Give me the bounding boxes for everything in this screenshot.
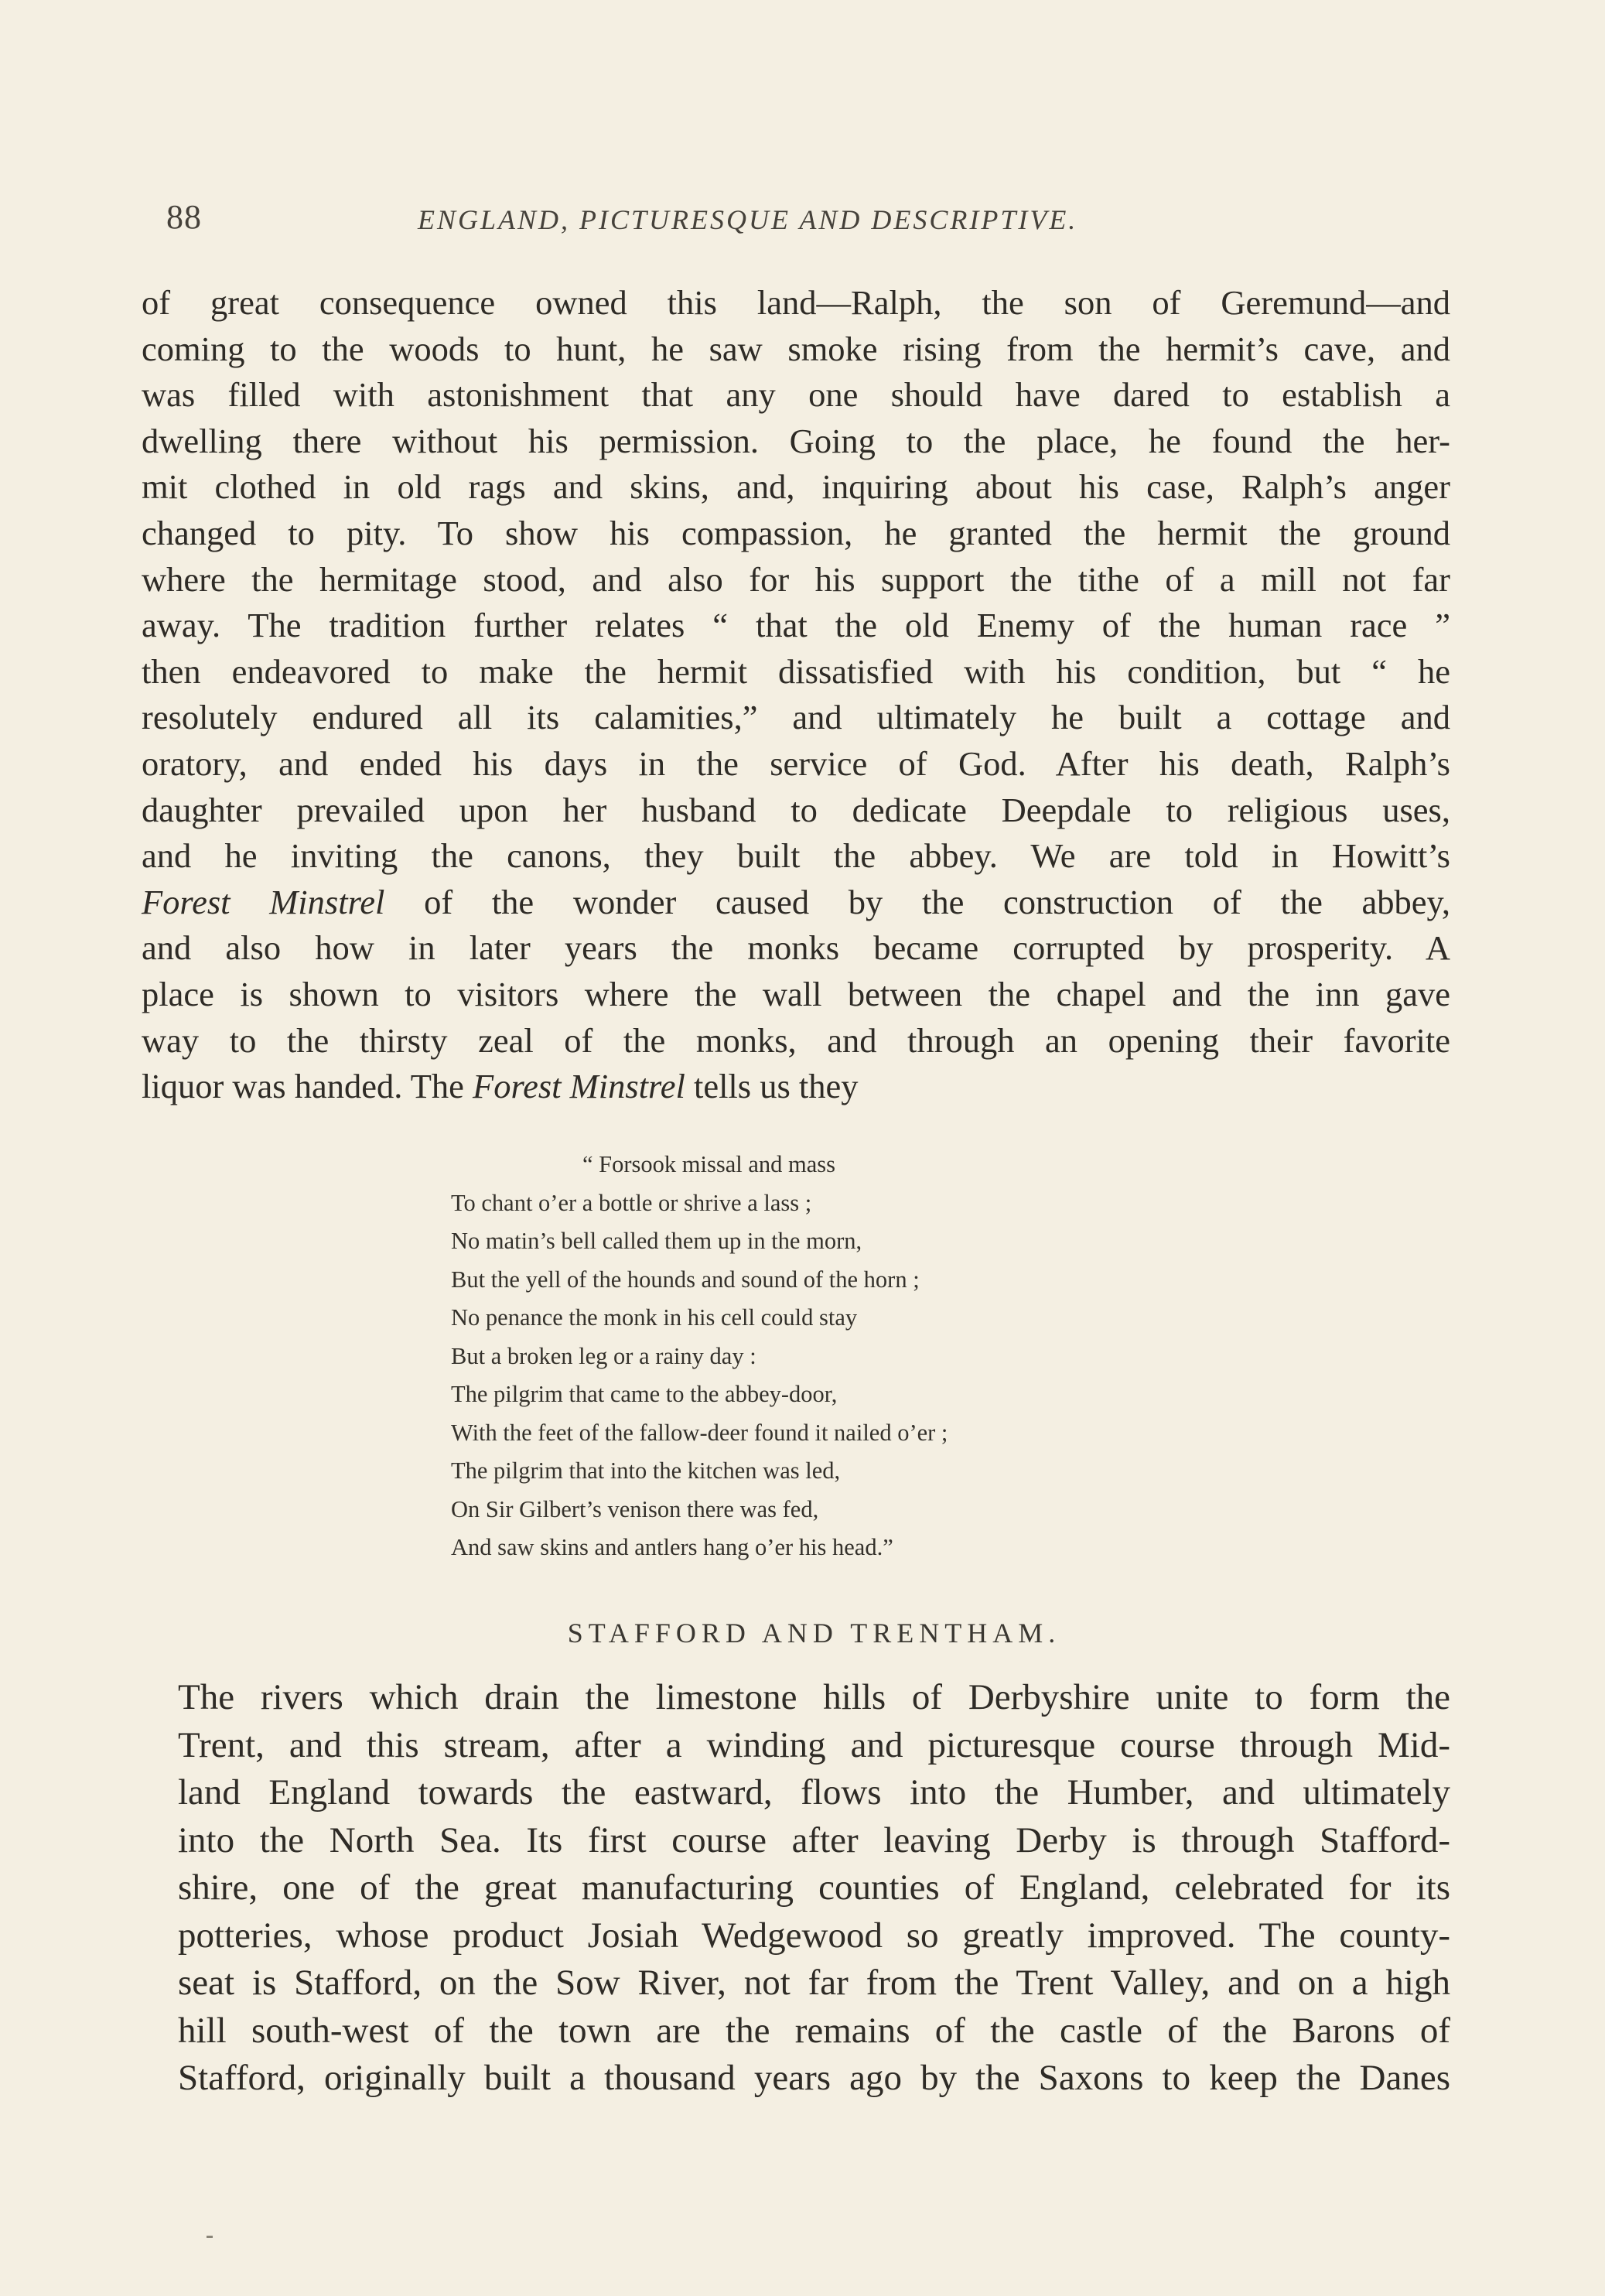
- poem-quotation: [451, 1146, 1147, 1567]
- text-line: coming to the woods to hunt, he saw smoke rising from the hermit’s cave, and: [142, 329, 1450, 368]
- text-line: of great consequence owned this land—Ralph, the son of Geremund—and: [142, 283, 1450, 322]
- text-line: Stafford, originally built a thousand years ago by the Saxons to keep the Danes: [178, 2058, 1450, 2098]
- text-line: mit clothed in old rags and skins, and, inquiring about his case, Ralph’s anger: [142, 467, 1450, 507]
- poem-line: The pilgrim that into the kitchen was led,: [451, 1457, 841, 1484]
- poem-line: No matin’s bell called them up in the morn,: [451, 1228, 862, 1254]
- poem-line: With the feet of the fallow-deer found it nailed o’er ;: [451, 1419, 948, 1446]
- poem-line: And saw skins and antlers hang o’er his head.”: [451, 1534, 893, 1560]
- text-line: The rivers which drain the limestone hills of Derbyshire unite to form the: [178, 1677, 1450, 1717]
- text-line: was filled with astonishment that any one should have dared to establish a: [142, 375, 1450, 415]
- text-span: of the wonder caused by the construction of the abbey,: [384, 882, 1450, 921]
- text-line: place is shown to visitors where the wall between the chapel and the inn gave: [142, 974, 1450, 1013]
- poem-line: But a broken leg or a rainy day :: [451, 1342, 756, 1369]
- text-line: resolutely endured all its calamities,” and ultimately he built a cottage and: [142, 698, 1450, 737]
- body-paragraph: [142, 280, 1450, 1110]
- page-header: [166, 197, 1450, 244]
- text-line: oratory, and ended his days in the service of God. After his death, Ralph’s: [142, 743, 1450, 783]
- section-paragraph: [178, 1674, 1450, 2103]
- text-line: daughter prevailed upon her husband to dedicate Deepdale to religious uses,: [142, 790, 1450, 829]
- text-line: into the North Sea. Its first course after leaving Derby is through Stafford-: [178, 1819, 1450, 1860]
- text-line: away. The tradition further relates “ that the old Enemy of the human race ”: [142, 606, 1450, 645]
- text-line: potteries, whose product Josiah Wedgewood so greatly improved. The county-: [178, 1915, 1450, 1956]
- text-line: hill south-west of the town are the remains of the castle of the Barons of: [178, 2010, 1450, 2051]
- text-line: [142, 880, 1450, 926]
- text-line: then endeavored to make the hermit dissatisfied with his condition, but “ he: [142, 651, 1450, 691]
- poem-line: To chant o’er a bottle or shrive a lass ;: [451, 1189, 812, 1216]
- running-title: ENGLAND, PICTURESQUE AND DESCRIPTIVE.: [418, 204, 1078, 235]
- text-line: changed to pity. To show his compassion, he granted the hermit the ground: [142, 513, 1450, 552]
- text-line: and he inviting the canons, they built the abbey. We are told in Howitt’s: [142, 836, 1450, 876]
- text-span: tells us they: [685, 1067, 859, 1106]
- poem-line: On Sir Gilbert’s venison there was fed,: [451, 1495, 819, 1522]
- poem-line: “ Forsook missal and mass: [582, 1151, 836, 1177]
- text-line: where the hermitage stood, and also for his support the tithe of a mill not far: [142, 559, 1450, 599]
- poem-line: No penance the monk in his cell could stay: [451, 1304, 858, 1331]
- text-line: and also how in later years the monks became corrupted by prosperity. A: [142, 928, 1450, 968]
- section-heading: STAFFORD AND TRENTHAM.: [567, 1618, 1061, 1649]
- text-line-last: [142, 1064, 1450, 1110]
- page-number: 88: [166, 198, 202, 236]
- paper-speck: [207, 2236, 213, 2238]
- text-line: way to the thirsty zeal of the monks, and through an opening their favorite: [142, 1020, 1450, 1060]
- text-line: shire, one of the great manufacturing counties of England, celebrated for its: [178, 1867, 1450, 1908]
- poem-line: But the yell of the hounds and sound of the horn ;: [451, 1266, 920, 1293]
- book-title-italic: Forest Minstrel: [473, 1067, 685, 1106]
- text-line: dwelling there without his permission. Going to the place, he found the her-: [142, 421, 1450, 460]
- text-line: land England towards the eastward, flows into the Humber, and ultimately: [178, 1772, 1450, 1813]
- book-title-italic: Forest Minstrel: [142, 882, 385, 921]
- text-line: seat is Stafford, on the Sow River, not far from the Trent Valley, and on a high: [178, 1963, 1450, 2003]
- text-span: liquor was handed. The: [142, 1067, 473, 1106]
- text-line: Trent, and this stream, after a winding and picturesque course through Mid-: [178, 1724, 1450, 1765]
- poem-line: The pilgrim that came to the abbey-door,: [451, 1381, 838, 1407]
